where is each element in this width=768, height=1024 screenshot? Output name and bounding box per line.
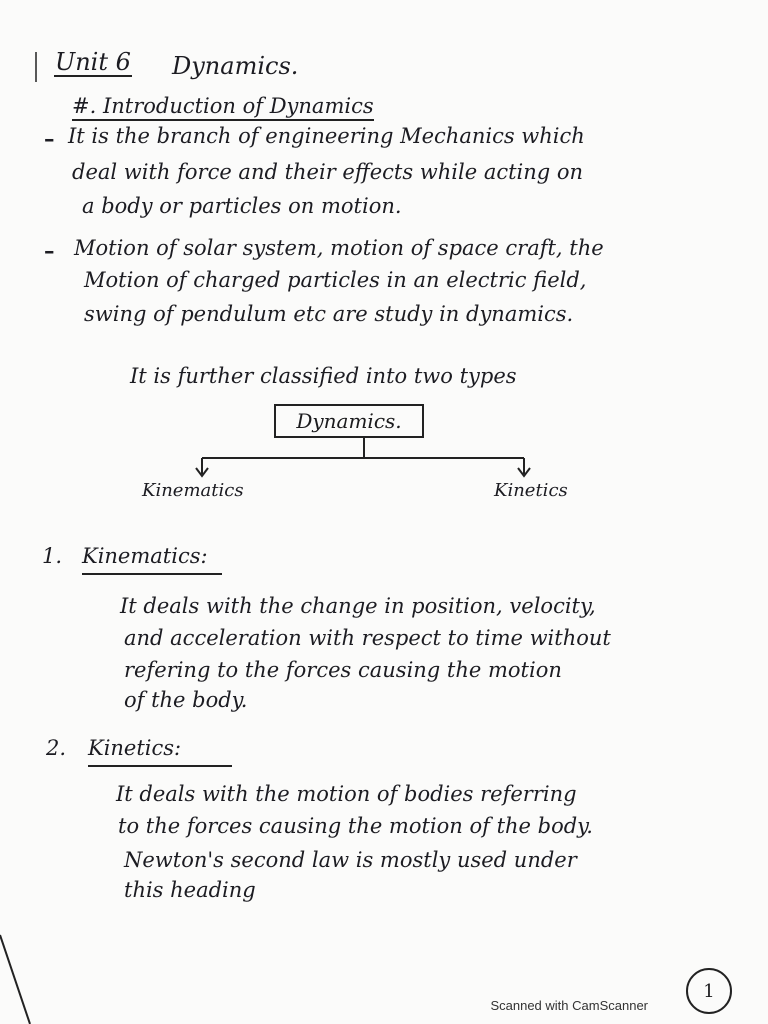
- diagram-right-label: Kinetics: [494, 480, 568, 501]
- diagram-root-label: Dynamics.: [296, 409, 402, 433]
- kinetics-line3: Newton's second law is mostly used under: [124, 848, 577, 872]
- page-number-label: 1: [703, 980, 715, 1002]
- kinetics-line2: to the forces causing the motion of the body.: [118, 814, 593, 838]
- intro-para2-line2: Motion of charged particles in an electric field,: [84, 268, 587, 292]
- kinematics-line2: and acceleration with respect to time without: [124, 626, 611, 650]
- corner-stroke: [0, 935, 30, 1024]
- intro-para1-line2: deal with force and their effects while acting on: [72, 160, 584, 184]
- kinetics-number: 2.: [46, 736, 67, 760]
- classified-line: It is further classified into two types: [130, 364, 517, 388]
- page-number: [686, 968, 732, 1014]
- kinematics-line4: of the body.: [124, 688, 248, 712]
- diagram-left-label: Kinematics: [142, 480, 244, 501]
- kinetics-heading: Kinetics:: [88, 736, 182, 760]
- kinematics-heading: Kinematics:: [82, 544, 208, 568]
- intro-para1-line3: a body or particles on motion.: [82, 194, 402, 218]
- kinematics-line1: It deals with the change in position, velocity,: [120, 594, 596, 618]
- intro-para2-line3: swing of pendulum etc are study in dynamics.: [84, 302, 574, 326]
- bullet-dash: –: [44, 126, 55, 151]
- intro-heading: #. Introduction of Dynamics: [72, 96, 374, 121]
- diagram-root-box: [274, 404, 424, 438]
- scanner-watermark: Scanned with CamScanner: [490, 998, 648, 1013]
- intro-para2-line1: Motion of solar system, motion of space craft, the: [74, 236, 604, 260]
- page-title: Dynamics.: [172, 52, 299, 80]
- kinematics-number: 1.: [42, 544, 63, 568]
- bullet-dash: –: [44, 238, 55, 263]
- kinematics-line3: refering to the forces causing the motion: [124, 658, 562, 682]
- kinetics-line1: It deals with the motion of bodies referring: [116, 782, 577, 806]
- kinetics-line4: this heading: [124, 878, 256, 902]
- unit-label: Unit 6: [55, 48, 131, 76]
- intro-para1-line1: It is the branch of engineering Mechanics which: [68, 124, 585, 148]
